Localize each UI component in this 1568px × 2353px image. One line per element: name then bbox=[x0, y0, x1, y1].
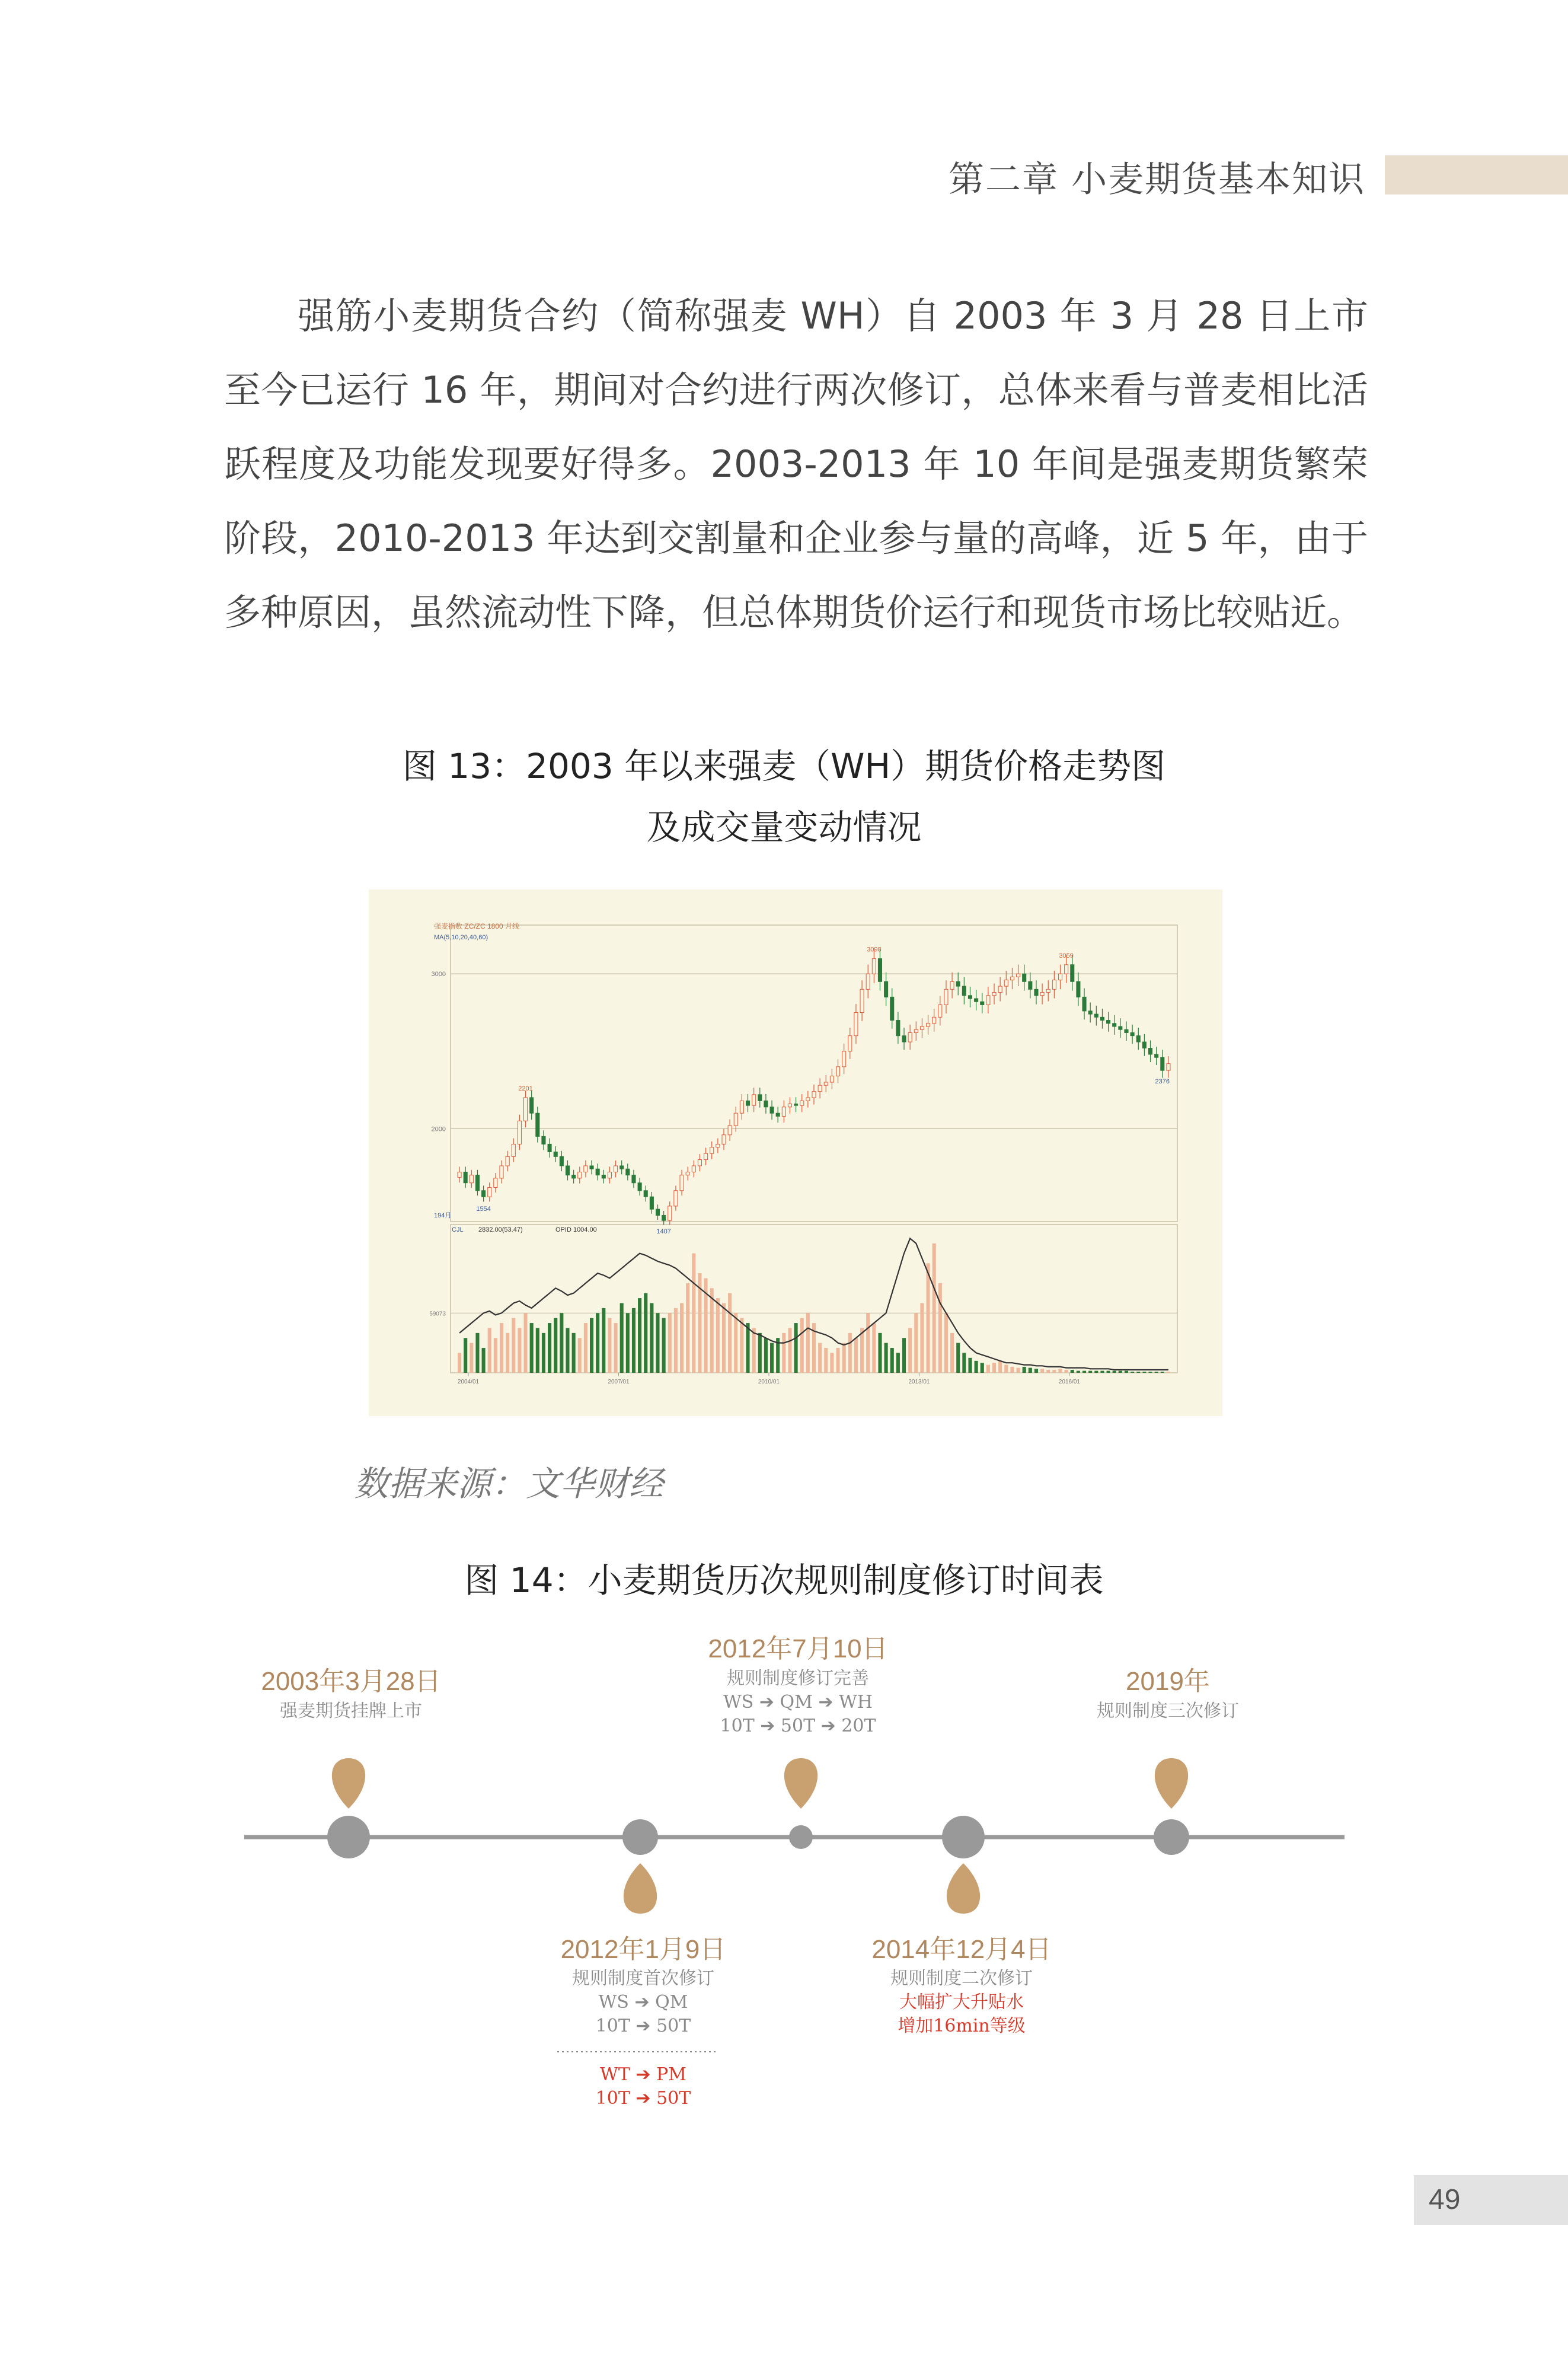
candle-body bbox=[927, 1024, 930, 1026]
page-number: 49 bbox=[1429, 2184, 1461, 2215]
volume-bar bbox=[626, 1313, 630, 1373]
candle-body bbox=[800, 1101, 804, 1105]
volume-bar bbox=[710, 1288, 714, 1373]
volume-bar bbox=[566, 1328, 569, 1373]
candle-body bbox=[494, 1178, 497, 1188]
price-annotation: 2201 bbox=[518, 1085, 533, 1092]
timeline-drop-marker bbox=[1155, 1758, 1188, 1809]
volume-bar bbox=[674, 1308, 678, 1373]
candle-body bbox=[878, 959, 882, 982]
volume-bar bbox=[746, 1323, 749, 1373]
volume-bar bbox=[956, 1343, 960, 1373]
volume-bar bbox=[770, 1343, 774, 1373]
candle-body bbox=[686, 1172, 689, 1175]
x-tick-label: 2016/01 bbox=[1058, 1379, 1080, 1385]
volume-bar bbox=[1125, 1371, 1128, 1373]
body-text bbox=[224, 279, 1368, 649]
event-2012-01-desc: 规则制度首次修订 bbox=[572, 1968, 714, 1989]
volume-bar bbox=[1071, 1370, 1074, 1373]
event-2012-07-line1: WS ➔ QM ➔ WH bbox=[723, 1692, 873, 1713]
candle-body bbox=[806, 1098, 810, 1101]
volume-bar bbox=[572, 1333, 576, 1373]
x-tick-label: 2010/01 bbox=[758, 1379, 780, 1385]
candle-body bbox=[1040, 993, 1044, 996]
volume-bar bbox=[488, 1328, 491, 1373]
candle-body bbox=[920, 1026, 924, 1029]
candle-body bbox=[854, 1013, 858, 1036]
volume-bar bbox=[800, 1318, 804, 1373]
candle-body bbox=[728, 1126, 732, 1135]
candle-body bbox=[662, 1216, 666, 1221]
candle-body bbox=[1088, 1011, 1092, 1014]
candle-body bbox=[782, 1107, 785, 1117]
volume-bar bbox=[1107, 1371, 1110, 1373]
candle-body bbox=[506, 1156, 509, 1166]
volume-bar bbox=[758, 1333, 762, 1373]
candle-body bbox=[1071, 965, 1074, 981]
candle-body bbox=[584, 1166, 587, 1172]
volume-bar bbox=[722, 1303, 726, 1373]
volume-bar bbox=[1065, 1370, 1068, 1373]
candle-body bbox=[710, 1147, 714, 1153]
volume-bar bbox=[482, 1348, 486, 1373]
volume-bar bbox=[1155, 1372, 1158, 1373]
candle-body bbox=[566, 1166, 569, 1175]
volume-bar bbox=[1004, 1365, 1008, 1373]
volume-bar bbox=[1161, 1372, 1164, 1373]
figure13-source: 数据来源：文华财经 bbox=[354, 1464, 664, 1504]
body-paragraph: 强筋小麦期货合约（简称强麦 WH）自 2003 年 3 月 28 日上市至今已运行 16 年，期间对合约进行两次修订，总体来看与普麦相比活跃程度及功能发现要好得多。2003-2013 年 10 年间是强麦期货繁荣阶段，2010-2013 年达到交割量和企业参与量的高峰，近 5 年，由于多种原因，虽然流动性下降，但总体期货价运行和现货市场比较贴近。 bbox=[224, 294, 1368, 634]
volume-bar bbox=[794, 1323, 798, 1373]
candle-body bbox=[602, 1175, 605, 1178]
candle-body bbox=[872, 959, 876, 974]
figure13-title-line2: 及成交量变动情况 bbox=[646, 807, 922, 847]
event-2012-01-red1: WT ➔ PM bbox=[600, 2064, 686, 2085]
candle-body bbox=[902, 1036, 906, 1042]
volume-bar bbox=[938, 1283, 942, 1373]
candle-body bbox=[1119, 1026, 1122, 1029]
volume-bar bbox=[668, 1313, 672, 1373]
candle-body bbox=[890, 997, 894, 1020]
candle-body bbox=[656, 1209, 659, 1215]
chapter-header: 第二章 小麦期货基本知识 bbox=[949, 159, 1366, 200]
volume-bar bbox=[458, 1353, 461, 1373]
volume-bar bbox=[872, 1323, 876, 1373]
candle-body bbox=[884, 981, 888, 997]
candle-body bbox=[596, 1169, 599, 1175]
event-2019-desc: 规则制度三次修订 bbox=[1097, 1701, 1239, 1721]
candle-body bbox=[896, 1021, 900, 1036]
volume-bar bbox=[1100, 1371, 1104, 1373]
candle-body bbox=[590, 1166, 593, 1169]
price-annotation: 3098 bbox=[867, 946, 882, 954]
timeline-node bbox=[327, 1816, 370, 1858]
volume-bar bbox=[854, 1338, 858, 1373]
candle-body bbox=[1029, 981, 1032, 989]
x-tick-label: 2013/01 bbox=[908, 1379, 930, 1385]
event-2014-desc: 规则制度二次修订 bbox=[890, 1968, 1033, 1989]
candle-body bbox=[1023, 974, 1026, 981]
volume-bar bbox=[506, 1333, 509, 1373]
candle-body bbox=[1125, 1029, 1128, 1032]
volume-bar bbox=[1029, 1368, 1032, 1373]
volume-bar bbox=[734, 1313, 737, 1373]
candle-body bbox=[650, 1197, 653, 1209]
candle-body bbox=[692, 1166, 695, 1172]
volume-bar bbox=[1034, 1369, 1038, 1373]
volume-bar bbox=[1119, 1371, 1122, 1373]
candle-body bbox=[1131, 1032, 1134, 1035]
candle-body bbox=[944, 989, 948, 1005]
candle-body bbox=[626, 1169, 630, 1175]
price-tick-label: 2000 bbox=[431, 1126, 446, 1133]
volume-bar bbox=[920, 1303, 924, 1373]
candle-body bbox=[548, 1144, 551, 1152]
candle-body bbox=[512, 1144, 515, 1156]
volume-tick-label: 59073 bbox=[429, 1311, 446, 1318]
candle-body bbox=[554, 1152, 557, 1157]
candle-body bbox=[830, 1076, 834, 1082]
candle-body bbox=[812, 1092, 816, 1098]
candle-body bbox=[794, 1104, 798, 1106]
volume-bar bbox=[584, 1323, 587, 1373]
candle-body bbox=[908, 1032, 912, 1042]
candle-body bbox=[458, 1172, 461, 1177]
volume-bar bbox=[1058, 1369, 1062, 1373]
volume-bar bbox=[962, 1353, 966, 1373]
candle-body bbox=[968, 996, 972, 999]
candle-body bbox=[1077, 981, 1080, 997]
volume-bar bbox=[740, 1318, 743, 1373]
volume-bar bbox=[560, 1313, 563, 1373]
chart-left-note: 194月 bbox=[434, 1212, 452, 1219]
candle-body bbox=[1065, 965, 1068, 974]
candle-body bbox=[464, 1172, 467, 1182]
volume-bar bbox=[500, 1323, 503, 1373]
volume-bar bbox=[914, 1313, 918, 1373]
volume-bar bbox=[896, 1353, 900, 1373]
candle-body bbox=[788, 1104, 791, 1107]
volume-bar bbox=[536, 1328, 539, 1373]
volume-bar bbox=[1017, 1368, 1020, 1373]
volume-bar bbox=[752, 1328, 756, 1373]
candle-body bbox=[1161, 1057, 1164, 1070]
volume-bar bbox=[968, 1358, 972, 1373]
volume-bar bbox=[927, 1263, 930, 1373]
volume-bar bbox=[1131, 1372, 1134, 1373]
event-2003-desc: 强麦期货挂牌上市 bbox=[280, 1701, 422, 1721]
volume-bar bbox=[884, 1343, 888, 1373]
candle-body bbox=[842, 1051, 846, 1067]
volume-bar bbox=[554, 1318, 557, 1373]
volume-bar bbox=[764, 1338, 768, 1373]
volume-bar bbox=[1113, 1371, 1116, 1373]
candle-body bbox=[572, 1175, 576, 1178]
volume-bar bbox=[890, 1348, 894, 1373]
volume-bar bbox=[830, 1353, 834, 1373]
volume-bar bbox=[1040, 1369, 1044, 1373]
candle-body bbox=[938, 1005, 942, 1017]
figure13-title-line1: 图 13：2003 年以来强麦（WH）期货价格走势图 bbox=[402, 746, 1166, 786]
volume-bar bbox=[548, 1323, 551, 1373]
volume-bar bbox=[1052, 1370, 1056, 1373]
candle-body bbox=[746, 1101, 749, 1105]
event-2019-date: 2019年 bbox=[1126, 1667, 1210, 1696]
candle-body bbox=[638, 1183, 641, 1191]
timeline-node bbox=[789, 1825, 813, 1849]
volume-bar bbox=[638, 1298, 641, 1373]
volume-bar bbox=[878, 1333, 882, 1373]
chart-svg bbox=[369, 889, 1222, 1416]
candle-body bbox=[1058, 974, 1062, 980]
volume-bar bbox=[986, 1365, 990, 1373]
volume-bar bbox=[836, 1348, 839, 1373]
volume-bar bbox=[1082, 1371, 1086, 1373]
candle-body bbox=[614, 1166, 618, 1172]
volume-bar bbox=[632, 1308, 635, 1373]
volume-bar bbox=[848, 1333, 852, 1373]
volume-bar bbox=[662, 1318, 666, 1373]
volume-bar bbox=[842, 1343, 846, 1373]
volume-bar bbox=[1077, 1371, 1080, 1373]
event-2012-01-line2: 10T ➔ 50T bbox=[595, 2016, 691, 2036]
candle-body bbox=[542, 1136, 545, 1144]
candle-body bbox=[848, 1036, 852, 1051]
volume-bar bbox=[998, 1361, 1002, 1373]
volume-bar bbox=[992, 1363, 996, 1373]
volume-bar bbox=[512, 1318, 515, 1373]
candle-body bbox=[824, 1082, 828, 1085]
candle-body bbox=[1082, 997, 1086, 1011]
candle-body bbox=[950, 981, 954, 989]
candle-body bbox=[578, 1172, 582, 1178]
volume-bar bbox=[944, 1313, 948, 1373]
timeline-drop-marker bbox=[784, 1758, 817, 1809]
volume-bar bbox=[902, 1338, 906, 1373]
x-tick-label: 2007/01 bbox=[608, 1379, 630, 1385]
price-annotation: 1554 bbox=[476, 1205, 491, 1213]
volume-bar bbox=[1010, 1367, 1014, 1373]
volume-bar bbox=[818, 1343, 822, 1373]
candle-body bbox=[776, 1113, 780, 1116]
chart-ma-text: MA(5,10,20,40,60) bbox=[434, 934, 488, 941]
volume-bar bbox=[981, 1363, 984, 1373]
timeline-drop-marker bbox=[624, 1863, 657, 1914]
event-2014-red2: 增加16min等级 bbox=[898, 2016, 1026, 2036]
candle-body bbox=[482, 1191, 486, 1197]
candle-body bbox=[680, 1175, 684, 1191]
figure14-title: 图 14：小麦期货历次规则制度修订时间表 bbox=[464, 1560, 1104, 1600]
event-2012-07-line2: 10T ➔ 50T ➔ 20T bbox=[720, 1716, 876, 1736]
candle-body bbox=[470, 1175, 473, 1183]
candle-body bbox=[914, 1029, 918, 1032]
event-2003-date: 2003年3月28日 bbox=[261, 1667, 441, 1696]
candle-body bbox=[981, 1002, 984, 1005]
candle-body bbox=[1148, 1048, 1152, 1054]
volume-bar bbox=[494, 1338, 497, 1373]
candle-body bbox=[716, 1144, 720, 1147]
candle-body bbox=[818, 1085, 822, 1091]
volume-bar bbox=[1142, 1372, 1146, 1373]
volume-bar bbox=[1094, 1371, 1098, 1373]
header-decor-bar bbox=[1385, 155, 1568, 195]
volume-bar bbox=[975, 1361, 978, 1373]
candle-body bbox=[524, 1098, 528, 1121]
candle-body bbox=[698, 1160, 701, 1166]
candle-body bbox=[530, 1098, 534, 1113]
price-annotation: 1407 bbox=[656, 1228, 671, 1236]
candle-body bbox=[956, 981, 960, 986]
volume-header-text: CJL bbox=[452, 1226, 464, 1233]
event-2012-01-date: 2012年1月9日 bbox=[560, 1935, 726, 1964]
timeline-drop-marker bbox=[947, 1863, 980, 1914]
candle-body bbox=[1094, 1014, 1098, 1017]
timeline bbox=[0, 1625, 1568, 2158]
candle-body bbox=[1107, 1021, 1110, 1024]
candle-body bbox=[1136, 1036, 1140, 1042]
volume-bar bbox=[950, 1333, 954, 1373]
volume-bar bbox=[782, 1333, 785, 1373]
event-2014-date: 2014年12月4日 bbox=[871, 1935, 1052, 1964]
volume-bar bbox=[788, 1328, 791, 1373]
candle-body bbox=[560, 1156, 563, 1166]
volume-bar bbox=[650, 1303, 653, 1373]
timeline-node bbox=[1154, 1819, 1189, 1855]
candle-body bbox=[1167, 1064, 1170, 1070]
candle-body bbox=[1010, 977, 1014, 980]
volume-bar bbox=[596, 1313, 599, 1373]
candle-body bbox=[518, 1121, 521, 1144]
candle-body bbox=[644, 1191, 647, 1197]
volume-header-text: OPID 1004.00 bbox=[555, 1226, 597, 1233]
candle-body bbox=[740, 1101, 743, 1113]
event-2012-07-desc: 规则制度修订完善 bbox=[727, 1668, 869, 1689]
volume-header-text: 2832.00(53.47) bbox=[478, 1226, 523, 1233]
candle-body bbox=[536, 1113, 539, 1136]
timeline-node bbox=[942, 1816, 985, 1858]
candle-body bbox=[475, 1175, 479, 1191]
candle-body bbox=[1052, 980, 1056, 990]
candle-body bbox=[975, 999, 978, 1002]
candle-body bbox=[1046, 989, 1050, 992]
event-2012-01-line1: WS ➔ QM bbox=[598, 1992, 688, 2013]
volume-bar bbox=[530, 1323, 534, 1373]
volume-bar bbox=[1046, 1370, 1050, 1373]
candle-body bbox=[734, 1113, 737, 1126]
volume-bar bbox=[866, 1313, 870, 1373]
x-tick-label: 2004/01 bbox=[457, 1379, 480, 1385]
volume-bar bbox=[824, 1348, 828, 1373]
volume-bar bbox=[464, 1338, 467, 1373]
candle-body bbox=[1017, 974, 1020, 977]
volume-bar bbox=[518, 1328, 521, 1373]
volume-bar bbox=[524, 1313, 528, 1373]
volume-bar bbox=[620, 1303, 624, 1373]
volume-bar bbox=[728, 1293, 732, 1373]
candle-body bbox=[860, 989, 864, 1012]
candle-body bbox=[992, 993, 996, 996]
volume-bar bbox=[578, 1338, 582, 1373]
volume-bar bbox=[470, 1343, 473, 1373]
volume-bar bbox=[542, 1333, 545, 1373]
candle-body bbox=[1155, 1054, 1158, 1057]
candle-body bbox=[704, 1153, 708, 1159]
volume-bar bbox=[692, 1254, 695, 1373]
volume-bar bbox=[686, 1283, 689, 1373]
volume-bar bbox=[806, 1313, 810, 1373]
timeline-node bbox=[622, 1819, 658, 1855]
candle-body bbox=[1100, 1017, 1104, 1020]
volume-bar bbox=[908, 1328, 912, 1373]
candle-body bbox=[998, 986, 1002, 992]
volume-bar bbox=[656, 1313, 659, 1373]
volume-bar bbox=[1167, 1372, 1170, 1373]
volume-bar bbox=[644, 1293, 647, 1373]
volume-bar bbox=[614, 1323, 618, 1373]
volume-bar bbox=[608, 1318, 611, 1373]
volume-bar bbox=[680, 1303, 684, 1373]
candle-body bbox=[620, 1166, 624, 1169]
event-2012-01-red2: 10T ➔ 50T bbox=[595, 2088, 691, 2109]
candle-body bbox=[1113, 1024, 1116, 1026]
volume-bar bbox=[1088, 1371, 1092, 1373]
candle-body bbox=[962, 986, 966, 996]
volume-bar bbox=[1023, 1367, 1026, 1373]
volume-bar bbox=[1136, 1372, 1140, 1373]
candle-body bbox=[1142, 1042, 1146, 1048]
candle-body bbox=[668, 1206, 672, 1220]
candle-body bbox=[674, 1191, 678, 1206]
candle-body bbox=[1034, 989, 1038, 995]
price-tick-label: 3000 bbox=[431, 971, 446, 978]
candle-body bbox=[770, 1107, 774, 1113]
timeline-drop-marker bbox=[332, 1758, 365, 1809]
candle-body bbox=[758, 1095, 762, 1101]
volume-bar bbox=[1148, 1372, 1152, 1373]
volume-bar bbox=[933, 1244, 936, 1373]
chart-header-text: 强麦指数 ZC/ZC 1800 月线 bbox=[434, 922, 520, 930]
price-volume-chart bbox=[369, 889, 1222, 1416]
price-annotation: 3059 bbox=[1059, 952, 1074, 959]
event-2014-red1: 大幅扩大升贴水 bbox=[899, 1992, 1024, 2013]
volume-bar bbox=[475, 1333, 479, 1373]
candle-body bbox=[933, 1017, 936, 1023]
candle-body bbox=[632, 1175, 635, 1183]
event-2012-07-date: 2012年7月10日 bbox=[708, 1634, 888, 1663]
price-annotation: 2376 bbox=[1155, 1078, 1170, 1086]
candle-body bbox=[500, 1166, 503, 1178]
candle-body bbox=[764, 1101, 768, 1107]
candle-body bbox=[866, 974, 870, 989]
volume-bar bbox=[716, 1298, 720, 1373]
candle-body bbox=[488, 1188, 491, 1197]
candle-body bbox=[722, 1135, 726, 1144]
candle-body bbox=[836, 1067, 839, 1076]
volume-bar bbox=[590, 1318, 593, 1373]
volume-bar bbox=[602, 1308, 605, 1373]
candle-body bbox=[608, 1172, 611, 1178]
candle-body bbox=[986, 996, 990, 1005]
candle-body bbox=[1004, 980, 1008, 986]
candle-body bbox=[752, 1095, 756, 1105]
